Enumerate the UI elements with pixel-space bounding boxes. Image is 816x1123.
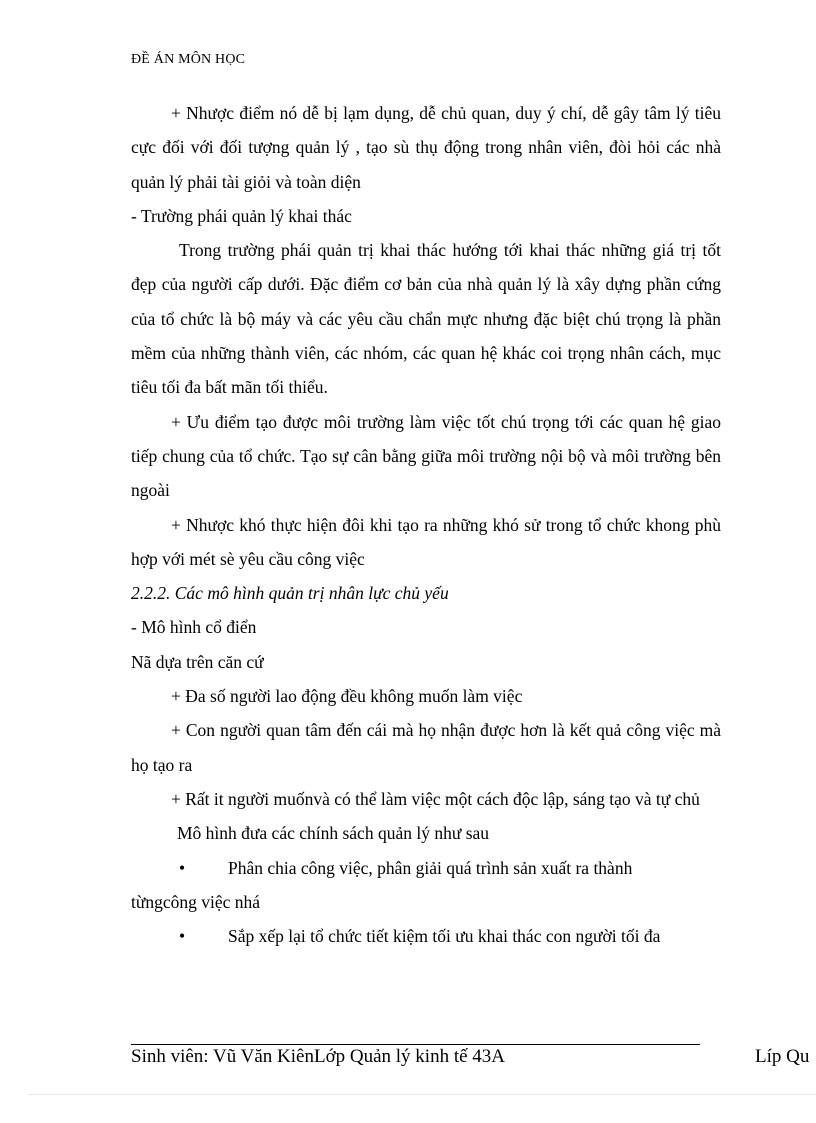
page-bottom-divider [28, 1094, 816, 1095]
paragraph-disadvantage-1: + Nhược điểm nó dễ bị lạm dụng, dễ chủ quan, duy ý chí, dễ gây tâm lý tiêu cực đối với đối tượng quản lý , tạo sù thụ động trong nhân viên, đòi hỏi các nhà quản lý phải tài giỏi và toàn diện [131, 103, 721, 192]
bullet-item-2-text: Sắp xếp lại tổ chức tiết kiệm tối ưu khai thác con người tối đa [228, 926, 661, 947]
document-body [131, 96, 721, 953]
bullet-item-2 [131, 919, 721, 953]
paragraph-model-title: - Mô hình cổ điển [131, 617, 257, 638]
footer-class-overflow: Líp Qu [755, 1046, 810, 1067]
paragraph-basis-item-3: + Rất it người muốnvà có thể làm việc một cách độc lập, sáng tạo và tự chủ [171, 788, 700, 809]
paragraph-basis-item-1: + Đa số người lao động đều không muốn làm việc [171, 686, 523, 707]
paragraph-school-description: Trong trường phái quản trị khai thác hướng tới khai thác những giá trị tốt đẹp của người cấp dưới. Đặc điểm cơ bản của nhà quản lý là xây dựng phần cứng của tổ chức là bộ máy và các yêu cầu chẩn mực nhưng đặc biệt chú trọng là phần mềm của những thành viên, các nhóm, các quan hệ khác coi trọng nhân cách, mục tiêu tối đa bất mãn tối thiểu. [131, 240, 721, 398]
paragraph-disadvantage-2: + Nhược khó thực hiện đôi khi tạo ra những khó sử trong tổ chức khong phù hợp với mét sè yêu cầu công việc [131, 514, 721, 569]
document-header: ĐỀ ÁN MÔN HỌC [131, 52, 246, 67]
footer-student-info: Sinh viên: Vũ Văn KiênLớp Quản lý kinh tế 43A [131, 1046, 506, 1067]
footer-divider [131, 1044, 700, 1045]
paragraph-basis: Nã dựa trên căn cứ [131, 651, 264, 672]
section-heading: 2.2.2. Các mô hình quản trị nhân lực chủ yếu [131, 583, 449, 604]
bullet-item-1-continuation: từngcông việc nhá [131, 891, 261, 912]
paragraph-basis-item-2: + Con người quan tâm đến cái mà họ nhận được hơn là kết quả công việc mà họ tạo ra [131, 720, 721, 775]
paragraph-school-title: - Trường phái quản lý khai thác [131, 205, 352, 226]
bullet-item-1-text: Phân chia công việc, phân giải quá trình sản xuất ra thành [228, 857, 633, 878]
bullet-dot-icon: • [179, 857, 186, 878]
bullet-dot-icon: • [179, 926, 186, 947]
paragraph-policies-intro: Mô hình đưa các chính sách quản lý như sau [177, 823, 490, 844]
paragraph-advantage: + Ưu điểm tạo được môi trường làm việc tốt chú trọng tới các quan hệ giao tiếp chung của tổ chức. Tạo sự cân bằng giữa môi trường nội bộ và môi trường bên ngoài [131, 411, 721, 501]
bullet-item-1 [131, 851, 721, 885]
